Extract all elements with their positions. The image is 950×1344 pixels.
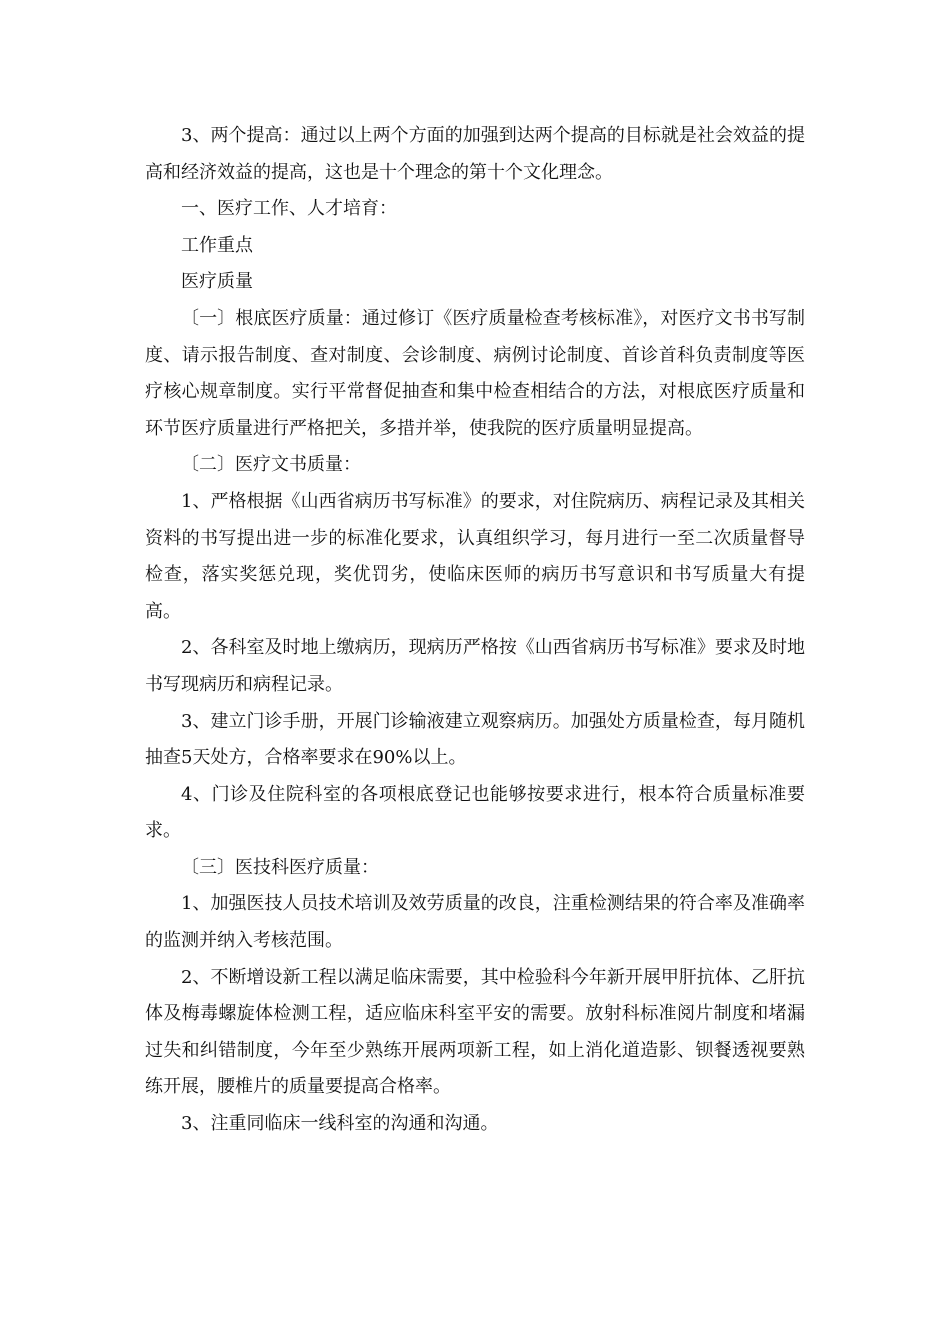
paragraph-basic-quality: 〔一〕根底医疗质量：通过修订《医疗质量检查考核标准》，对医疗文书书写制度、请示报告制度、查对制度、会诊制度、病例讨论制度、首诊首科负责制度等医疗核心规章制度。实行平常督促抽查和集中检查相结合的方法，对根底医疗质量和环节医疗质量进行严格把关，多措并举，使我院的医疗质量明显提高。	[145, 307, 805, 439]
heading-work-focus: 工作重点	[181, 234, 253, 256]
paragraph-records-standard: 1、严格根据《山西省病历书写标准》的要求，对住院病历、病程记录及其相关资料的书写提出进一步的标准化要求，认真组织学习，每月进行一至二次质量督导检查，落实奖惩兑现，奖优罚劣，使临床医师的病历书写意识和书写质量大有提高。	[145, 490, 805, 622]
heading-document-quality: 〔二〕医疗文书质量：	[181, 454, 361, 476]
heading-medical-quality: 医疗质量	[181, 271, 253, 293]
heading-technical-quality: 〔三〕医技科医疗质量：	[181, 856, 379, 878]
paragraph-communication: 3、注重同临床一线科室的沟通和沟通。	[181, 1113, 499, 1135]
paragraph-submit-records: 2、各科室及时地上缴病历，现病历严格按《山西省病历书写标准》要求及时地书写现病历和病程记录。	[145, 637, 805, 695]
paragraph-new-projects: 2、不断增设新工程以满足临床需要，其中检验科今年新开展甲肝抗体、乙肝抗体及梅毒螺旋体检测工程，适应临床科室平安的需要。放射科标准阅片制度和堵漏过失和纠错制度，今年至少熟练开展两项新工程，如上消化道造影、钡餐透视要熟练开展，腰椎片的质量要提高合格率。	[145, 966, 805, 1098]
document-body	[145, 118, 805, 1143]
paragraph-outpatient-manual: 3、建立门诊手册，开展门诊输液建立观察病历。加强处方质量检查，每月随机抽查5天处方，合格率要求在90%以上。	[145, 710, 805, 769]
paragraph-two-improvements: 3、两个提高：通过以上两个方面的加强到达两个提高的目标就是社会效益的提高和经济效益的提高，这也是十个理念的第十个文化理念。	[145, 125, 805, 183]
paragraph-registration: 4、门诊及住院科室的各项根底登记也能够按要求进行，根本符合质量标准要求。	[145, 783, 805, 842]
paragraph-staff-training: 1、加强医技人员技术培训及效劳质量的改良，注重检测结果的符合率及准确率的监测并纳入考核范围。	[145, 893, 805, 952]
heading-medical-work: 一、医疗工作、人才培育：	[181, 198, 397, 220]
